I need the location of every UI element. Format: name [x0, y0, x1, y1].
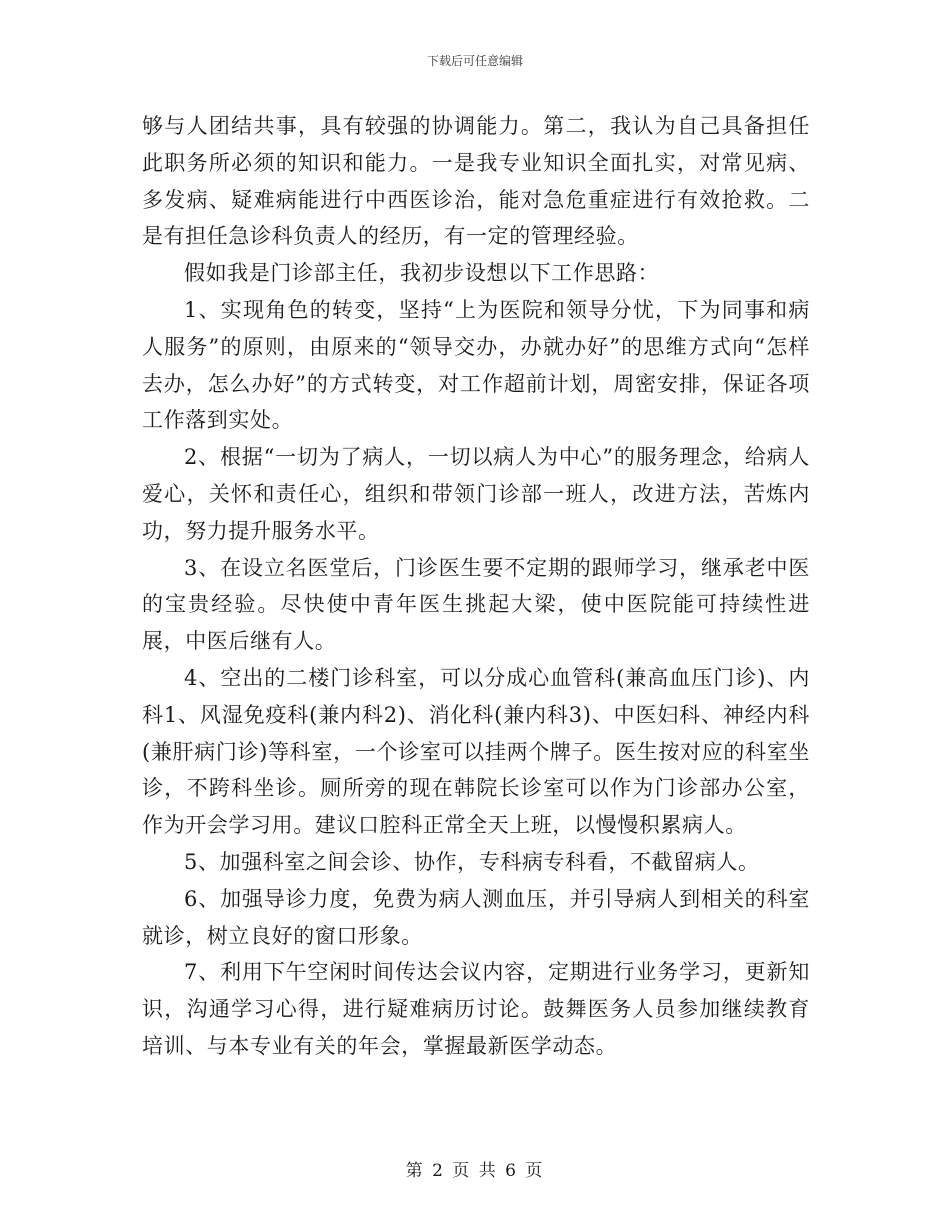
- paragraph-item-6: 6、加强导诊力度，免费为病人测血压，并引导病人到相关的科室就诊，树立良好的窗口形象。: [142, 886, 810, 948]
- paragraph-item-1: 1、实现角色的转变，坚持“上为医院和领导分忧，下为同事和病人服务”的原则，由原来的“领导交办，办就办好”的思维方式向“怎样去办，怎么办好”的方式转变，对工作超前计划，周密安排，保证各项工作落到实处。: [142, 297, 810, 433]
- paragraph-item-5: 5、加强科室之间会诊、协作，专科病专科看，不截留病人。: [184, 849, 760, 874]
- page-header: 下载后可任意编辑: [426, 54, 523, 68]
- paragraph-item-2: 2、根据“一切为了病人，一切以病人为中心”的服务理念，给病人爱心，关怀和责任心，组织和带领门诊部一班人，改进方法，苦炼内功，努力提升服务水平。: [142, 445, 810, 543]
- page-number: 第 2 页 共 6 页: [405, 1161, 545, 1181]
- paragraph-intro-plan: 假如我是门诊部主任，我初步设想以下工作思路：: [184, 261, 660, 286]
- paragraph-item-3: 3、在设立名医堂后，门诊医生要不定期的跟师学习，继承老中医的宝贵经验。尽快使中青年医生挑起大梁，使中医院能可持续性进展，中医后继有人。: [142, 555, 810, 654]
- paragraph-item-7: 7、利用下午空闲时间传达会议内容，定期进行业务学习，更新知识，沟通学习心得，进行疑难病历讨论。鼓舞医务人员参加继续教育培训、与本专业有关的年会，掌握最新医学动态。: [142, 960, 810, 1058]
- document-body: [142, 108, 810, 1065]
- paragraph-continuation: 够与人团结共事，具有较强的协调能力。第二，我认为自己具备担任此职务所必须的知识和能力。一是我专业知识全面扎实，对常见病、多发病、疑难病能进行中西医诊治，能对急危重症进行有效抢救。二是有担任急诊科负责人的经历，有一定的管理经验。: [142, 114, 810, 249]
- paragraph-item-4: 4、空出的二楼门诊科室，可以分成心血管科(兼高血压门诊)、内科1、风湿免疫科(兼内科2)、消化科(兼内科3)、中医妇科、神经内科(兼肝病门诊)等科室，一个诊室可以挂两个牌子。医生按对应的科室坐诊，不跨科坐诊。厕所旁的现在韩院长诊室可以作为门诊部办公室，作为开会学习用。建议口腔科正常全天上班，以慢慢积累病人。: [142, 665, 810, 838]
